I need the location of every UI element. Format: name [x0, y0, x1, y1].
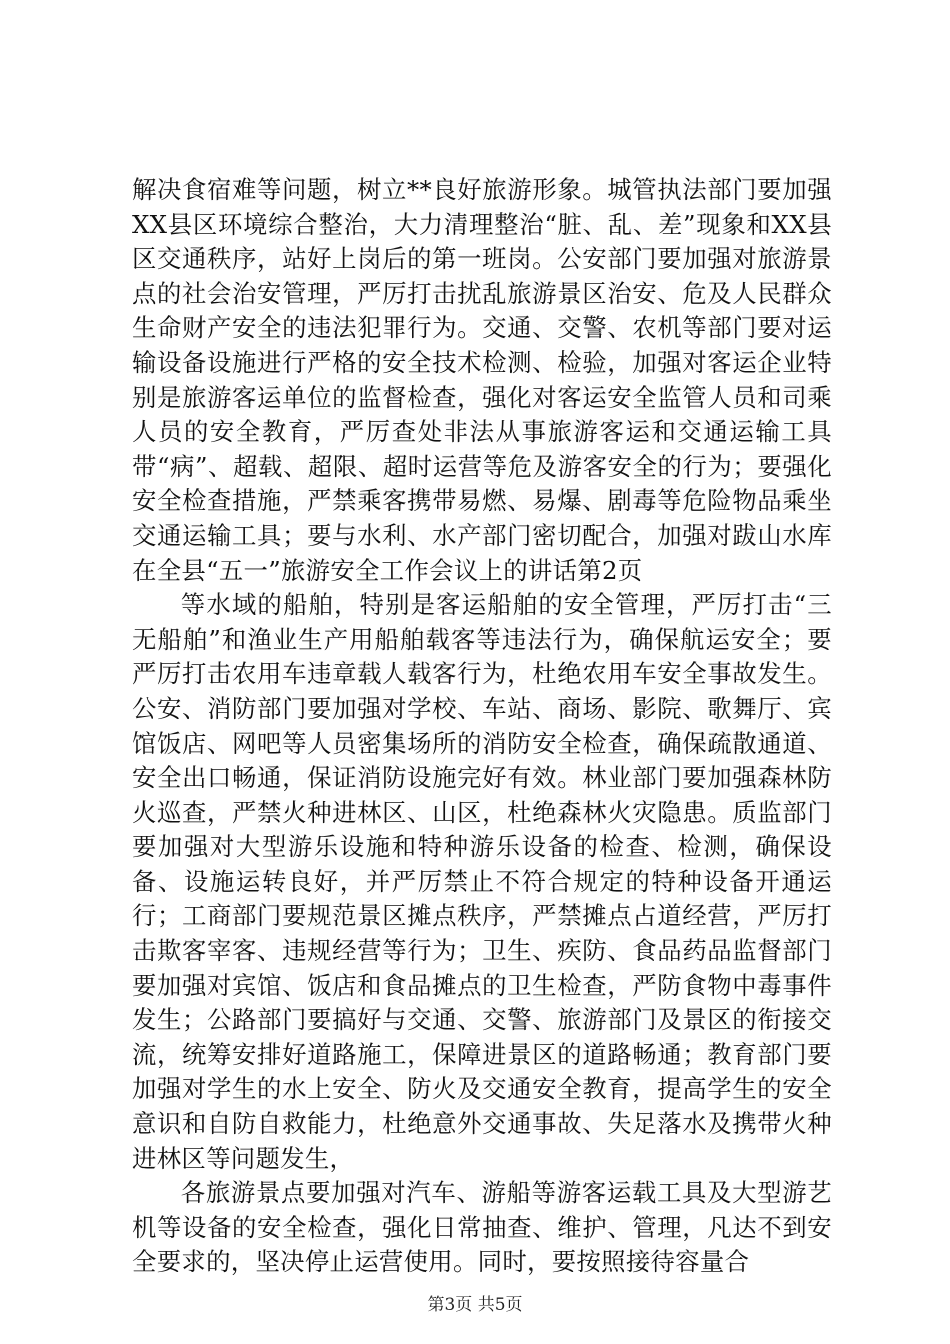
- body-text: [132, 173, 832, 1280]
- paragraph-3: 各旅游景点要加强对汽车、游船等游客运载工具及大型游艺机等设备的安全检查，强化日常抽查、维护、管理，凡达不到安全要求的，坚决停止运营使用。同时，要按照接待容量合: [132, 1178, 832, 1277]
- page-footer: 第3页 共5页: [427, 1295, 523, 1315]
- paragraph-2: 等水域的船舶，特别是客运船舶的安全管理，严厉打击“三无船舶”和渔业生产用船舶载客等违法行为，确保航运安全；要严厉打击农用车违章载人载客行为，杜绝农用车安全事故发生。公安、消防部门要加强对学校、车站、商场、影院、歌舞厅、宾馆饭店、网吧等人员密集场所的消防安全检查，确保疏散通道、安全出口畅通，保证消防设施完好有效。林业部门要加强森林防火巡查，严禁火种进林区、山区，杜绝森林火灾隐患。质监部门要加强对大型游乐设施和特种游乐设备的检查、检测，确保设备、设施运转良好，并严厉禁止不符合规定的特种设备开通运行；工商部门要规范景区摊点秩序，严禁摊点占道经营，严厉打击欺客宰客、违规经营等行为；卫生、疾防、食品药品监督部门要加强对宾馆、饭店和食品摊点的卫生检查，严防食物中毒事件发生；公路部门要搞好与交通、交警、旅游部门及景区的衔接交流，统筹安排好道路施工，保障进景区的道路畅通；教育部门要加强对学生的水上安全、防火及交通安全教育，提高学生的安全意识和自防自救能力，杜绝意外交通事故、失足落水及携带火种进林区等问题发生，: [132, 590, 832, 1173]
- paragraph-1: 解决食宿难等问题，树立**良好旅游形象。城管执法部门要加强XX县区环境综合整治，大力清理整治“脏、乱、差”现象和XX县区交通秩序，站好上岗后的第一班岗。公安部门要加强对旅游景点的社会治安管理，严厉打击扰乱旅游景区治安、危及人民群众生命财产安全的违法犯罪行为。交通、交警、农机等部门要对运输设备设施进行严格的安全技术检测、检验，加强对客运企业特别是旅游客运单位的监督检查，强化对客运安全监管人员和司乘人员的安全教育，严厉查处非法从事旅游客运和交通运输工具带“病”、超载、超限、超时运营等危及游客安全的行为；要强化安全检查措施，严禁乘客携带易燃、易爆、剧毒等危险物品乘坐交通运输工具；要与水利、水产部门密切配合，加强对跋山水库在全县“五一”旅游安全工作会议上的讲话第2页: [132, 175, 832, 585]
